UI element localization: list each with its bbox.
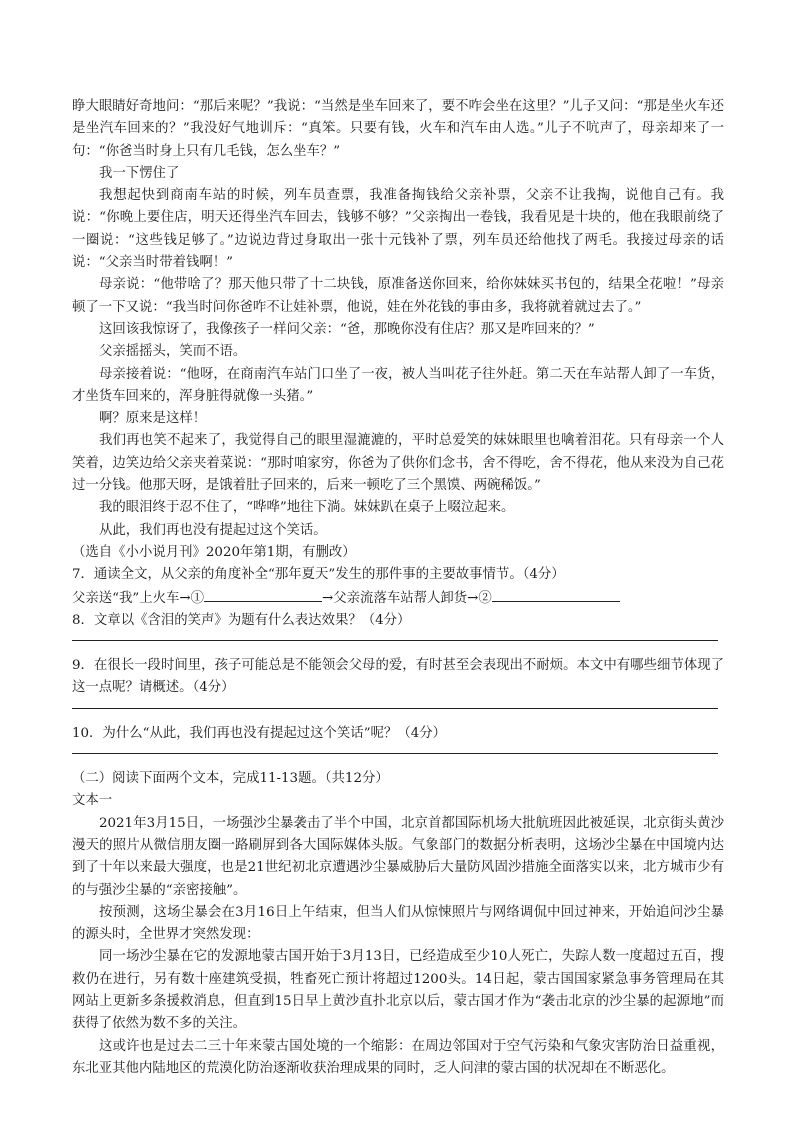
text1-paragraph: 2021年3月15日，一场强沙尘暴袭击了半个中国，北京首都国际机场大批航班因此被延误，北京街头黄沙漫天的照片从微信朋友圈一路刷屏到各大国际媒体头版。气象部门的数据分析表明，这场沙尘暴在中国境内达到了十年以来最大强度，也是21世纪初北京遭遇沙尘暴威胁后大量防风固沙措施全面落实以来，北方城市少有的与强沙尘暴的“亲密接触”。 [72,815,724,898]
question-8: 8．文章以《含泪的笑声》为题有什么表达效果？（4分） [72,612,411,628]
question-10: 10．为什么“从此，我们再也没有提起过这个笑话”呢？（4分） [72,725,447,741]
question-7-fill-line [72,587,724,610]
story-paragraph: 睁大眼睛好奇地问：“那后来呢？”我说：“当然是坐车回来了，要不咋会坐在这里？”儿子又问：“那是坐火车还是坐汽车回来的？”我没好气地训斥：“真笨。只要有钱，火车和汽车由人选。”儿子不吭声了，母亲却来了一句：“你爸当时身上只有几毛钱，怎么坐车？” [72,99,724,159]
story-paragraph: 我想起快到商南车站的时候，列车员查票，我准备掏钱给父亲补票，父亲不让我掏，说他自己有。我说：“你晚上要住店，明天还得坐汽车回去，钱够不够？”父亲掏出一卷钱，我看见是十块的，他在我眼前绕了一圈说：“这些钱足够了。”边说边背过身取出一张十元钱补了票，列车员还给他找了两毛。我接过母亲的话说：“父亲当时带着钱啊！” [72,188,724,271]
story-paragraph: 父亲摇摇头，笑而不语。 [99,344,247,360]
question-9: 9．在很长一段时间里，孩子可能总是不能领会父母的爱，有时甚至会表现出不耐烦。本文中有哪些细节体现了这一点呢？请概述。（4分） [72,658,724,696]
text1-paragraph: 按预测，这场尘暴会在3月16日上午结束，但当人们从惊悚照片与网络调侃中回过神来，开始追问沙尘暴的源头时，全世界才突然发现： [72,904,724,943]
answer-line-9[interactable] [72,700,718,709]
story-paragraph: 我的眼泪终于忍不住了，“哗哗”地往下淌。妹妹趴在桌子上啜泣起来。 [99,500,515,516]
text-label: 文本一 [72,793,113,809]
story-paragraph: 母亲说：“他带啥了？那天他只带了十二块钱，原准备送你回来，给你妹妹买书包的，结果全花啦！”母亲顿了一下又说：“我当时问你爸咋不让娃补票，他说，娃在外花钱的事由多，我将就着就过去了。” [72,277,724,315]
answer-blank-2[interactable] [492,587,620,602]
story-paragraph: 这回该我惊讶了，我像孩子一样问父亲：“爸，那晚你没有住店？那又是咋回来的？” [99,321,595,337]
story-paragraph: 从此，我们再也没有提起过这个笑话。 [99,522,327,538]
story-paragraph: 啊？原来是这样！ [99,411,207,427]
source-citation: （选自《小小说月刊》2020年第1期，有删改） [72,544,356,560]
q7-middle: →父亲流落车站帮人卸货→② [322,590,492,606]
text1-paragraph: 同一场沙尘暴在它的发源地蒙古国开始于3月13日，已经造成至少10人死亡，失踪人数一度超过五百，搜救仍在进行，另有数十座建筑受损，牲畜死亡预计将超过1200头。14日起，蒙古国国家紧急事务管理局在其网站上更新多条援救消息，但直到15日早上黄沙直扑北京以后，蒙古国才作为“袭击北京的沙尘暴的起源地”而获得了依然为数不多的关注。 [72,949,724,1032]
answer-line-8[interactable] [72,632,718,641]
exam-page [72,96,724,1080]
text1-paragraph: 这或许也是过去二三十年来蒙古国处境的一个缩影：在周边邻国对于空气污染和气象灾害防治日益重视，东北亚其他内陆地区的荒漠化防治逐渐收获治理成果的同时，乏人问津的蒙古国的状况却在不断恶化。 [72,1038,724,1076]
q7-prefix: 父亲送“我”上火车→① [72,590,205,606]
question-7: 7．通读全文，从父亲的角度补全“那年夏天”发生的那件事的主要故事情节。（4分） [72,567,565,583]
answer-line-10[interactable] [72,745,718,754]
story-paragraph: 我一下愣住了 [99,165,180,181]
story-paragraph: 我们再也笑不起来了，我觉得自己的眼里湿漉漉的，平时总爱笑的妹妹眼里也噙着泪花。只有母亲一个人笑着，边笑边给父亲夹着菜说：“那时咱家穷，你爸为了供你们念书，舍不得吃，舍不得花，他从来没为自己花过一分钱。他那天呀，是饿着肚子回来的，后来一顿吃了三个黑馍、两碗稀饭。” [72,433,724,494]
story-paragraph: 母亲接着说：“他呀，在商南汽车站门口坐了一夜，被人当叫花子往外赶。第二天在车站帮人卸了一车货，才坐货车回来的，浑身脏得就像一头猪。” [72,366,724,404]
answer-blank-1[interactable] [204,587,322,602]
section-heading: （二）阅读下面两个文本，完成11-13题。（共12分） [72,771,389,787]
